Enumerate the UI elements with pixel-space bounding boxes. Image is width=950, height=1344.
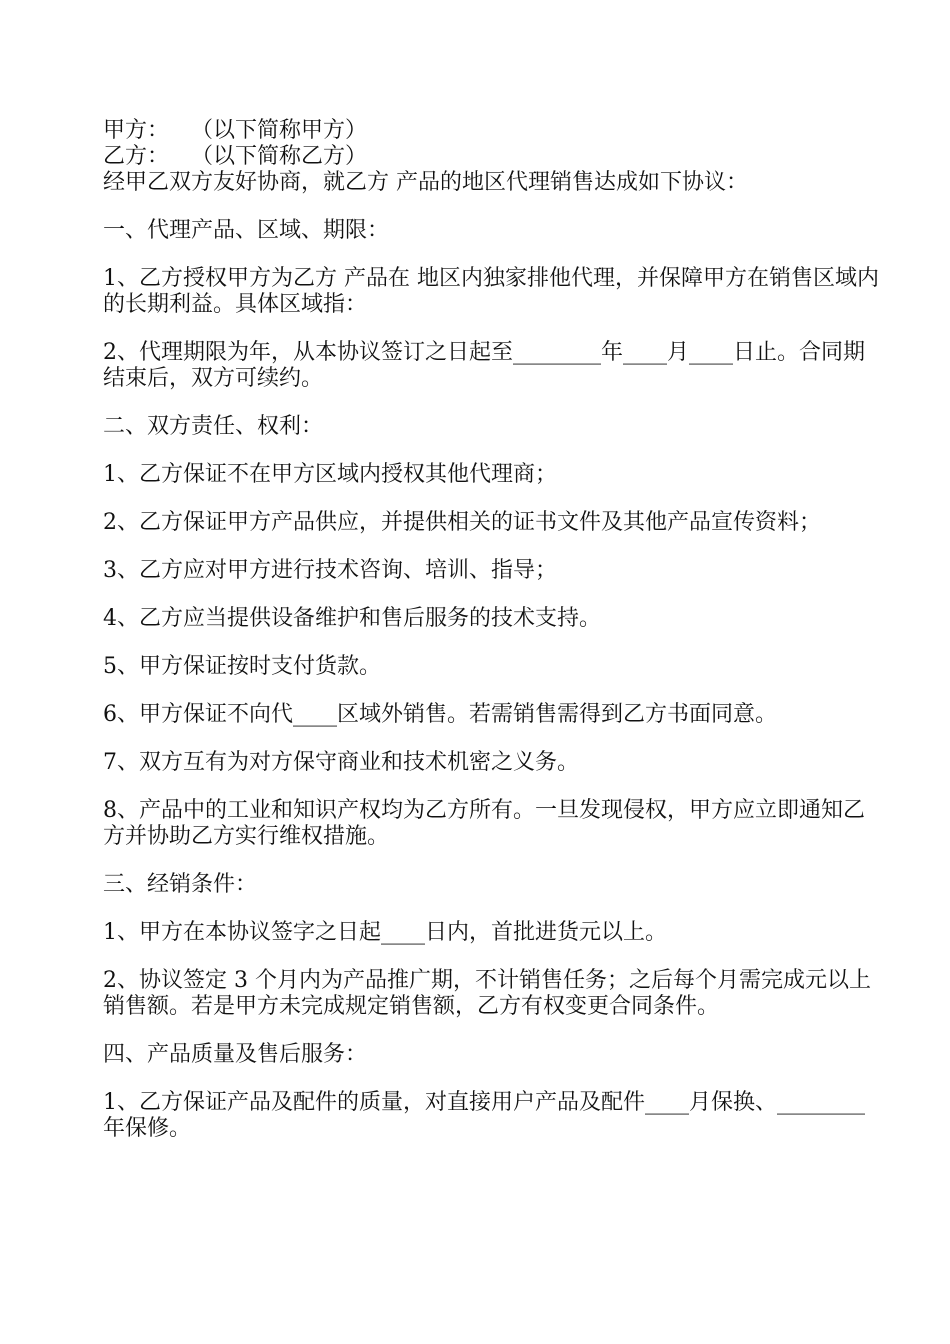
section-2-title: 二、双方责任、权利： [103, 414, 324, 439]
section-4-item-1: 1、乙方保证产品及配件的质量，对直接用户产品及配件____月保换、________年保修。 [103, 1090, 865, 1141]
section-4-title: 四、产品质量及售后服务： [103, 1042, 368, 1067]
section-3-title: 三、经销条件： [103, 872, 258, 897]
intro-paragraph: 经甲乙双方友好协商，就乙方 产品的地区代理销售达成如下协议： [103, 170, 748, 195]
section-3-item-2: 2、协议签定 3 个月内为产品推广期，不计销售任务；之后每个月需完成元以上销售额。若是甲方未完成规定销售额，乙方有权变更合同条件。 [103, 968, 871, 1019]
section-2-item-6: 6、甲方保证不向代____区域外销售。若需销售需得到乙方书面同意。 [103, 702, 777, 727]
section-3-item-1: 1、甲方在本协议签字之日起____日内，首批进货元以上。 [103, 920, 667, 945]
party-b-label: 乙方： [103, 144, 170, 169]
party-a-note: （以下简称甲方） [191, 118, 368, 143]
party-a-label: 甲方： [103, 118, 170, 143]
section-2-item-4: 4、乙方应当提供设备维护和售后服务的技术支持。 [103, 606, 601, 631]
section-1-title: 一、代理产品、区域、期限： [103, 218, 390, 243]
section-2-item-7: 7、双方互有为对方保守商业和技术机密之义务。 [103, 750, 579, 775]
party-b-line [103, 144, 883, 170]
section-2-item-2: 2、乙方保证甲方产品供应，并提供相关的证书文件及其他产品宣传资料； [103, 510, 821, 535]
contract-document [103, 118, 883, 1142]
section-2-item-5: 5、甲方保证按时支付货款。 [103, 654, 381, 679]
party-a-line [103, 118, 883, 144]
party-b-note: （以下简称乙方） [191, 144, 368, 169]
section-2-item-1: 1、乙方保证不在甲方区域内授权其他代理商； [103, 462, 557, 487]
section-1-item-2: 2、代理期限为年，从本协议签订之日起至________年____月____日止。合同期结束后，双方可续约。 [103, 340, 865, 391]
section-2-item-8: 8、产品中的工业和知识产权均为乙方所有。一旦发现侵权，甲方应立即通知乙方并协助乙方实行维权措施。 [103, 798, 865, 849]
section-2-item-3: 3、乙方应对甲方进行技术咨询、培训、指导； [103, 558, 557, 583]
section-1-item-1: 1、乙方授权甲方为乙方 产品在 地区内独家排他代理，并保障甲方在销售区域内的长期利益。具体区域指： [103, 266, 879, 317]
